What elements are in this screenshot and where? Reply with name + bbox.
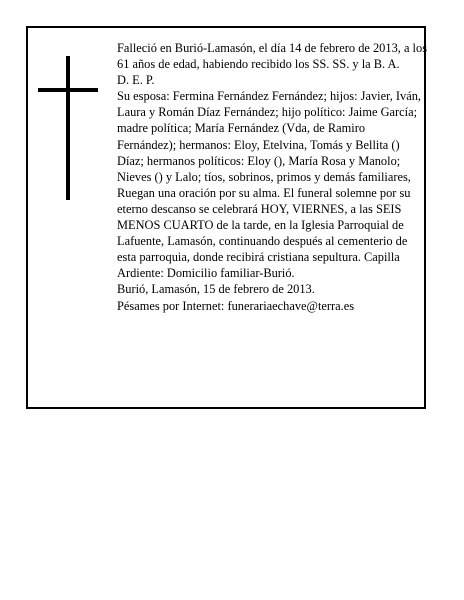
family-list: Su esposa: Fermina Fernández Fernández; hijos: Javier, Iván, Laura y Román Díaz Fernández; hijo político: Jaime García; madre política; María Fernández (Vda, de Ramiro Fernández); hermanos: Eloy, Etelvina, Tomás y Bellita () Díaz; hermanos políticos: Eloy (), María Rosa y Manolo; Nieves () y Lalo; tíos, sobrinos, primos y demás familiares, [117, 89, 422, 184]
obituary-notice [26, 26, 426, 409]
death-announcement: Falleció en Burió-Lamasón, el día 14 de febrero de 2013, a los 61 años de edad, habiendo recibido los SS. SS. y la B. A. [117, 41, 428, 72]
rest-in-peace: D. E. P. [117, 73, 155, 88]
cross-horizontal-bar [38, 88, 98, 92]
cross-icon [38, 56, 98, 200]
obituary-text [117, 40, 427, 314]
place-and-date: Burió, Lamasón, 15 de febrero de 2013. [117, 282, 315, 297]
cross-vertical-bar [66, 56, 70, 200]
funeral-details: Ruegan una oración por su alma. El funeral solemne por su eterno descanso se celebrará HOY, VIERNES, a las SEIS MENOS CUARTO de la tarde, en la Iglesia Parroquial de Lafuente, Lamasón, continuando después al cementerio de esta parroquia, donde recibirá cristiana sepultura. Capilla Ardiente: Domicilio familiar-Burió. [117, 185, 411, 281]
condolences-contact: Pésames por Internet: funerariaechave@terra.es [117, 298, 355, 313]
